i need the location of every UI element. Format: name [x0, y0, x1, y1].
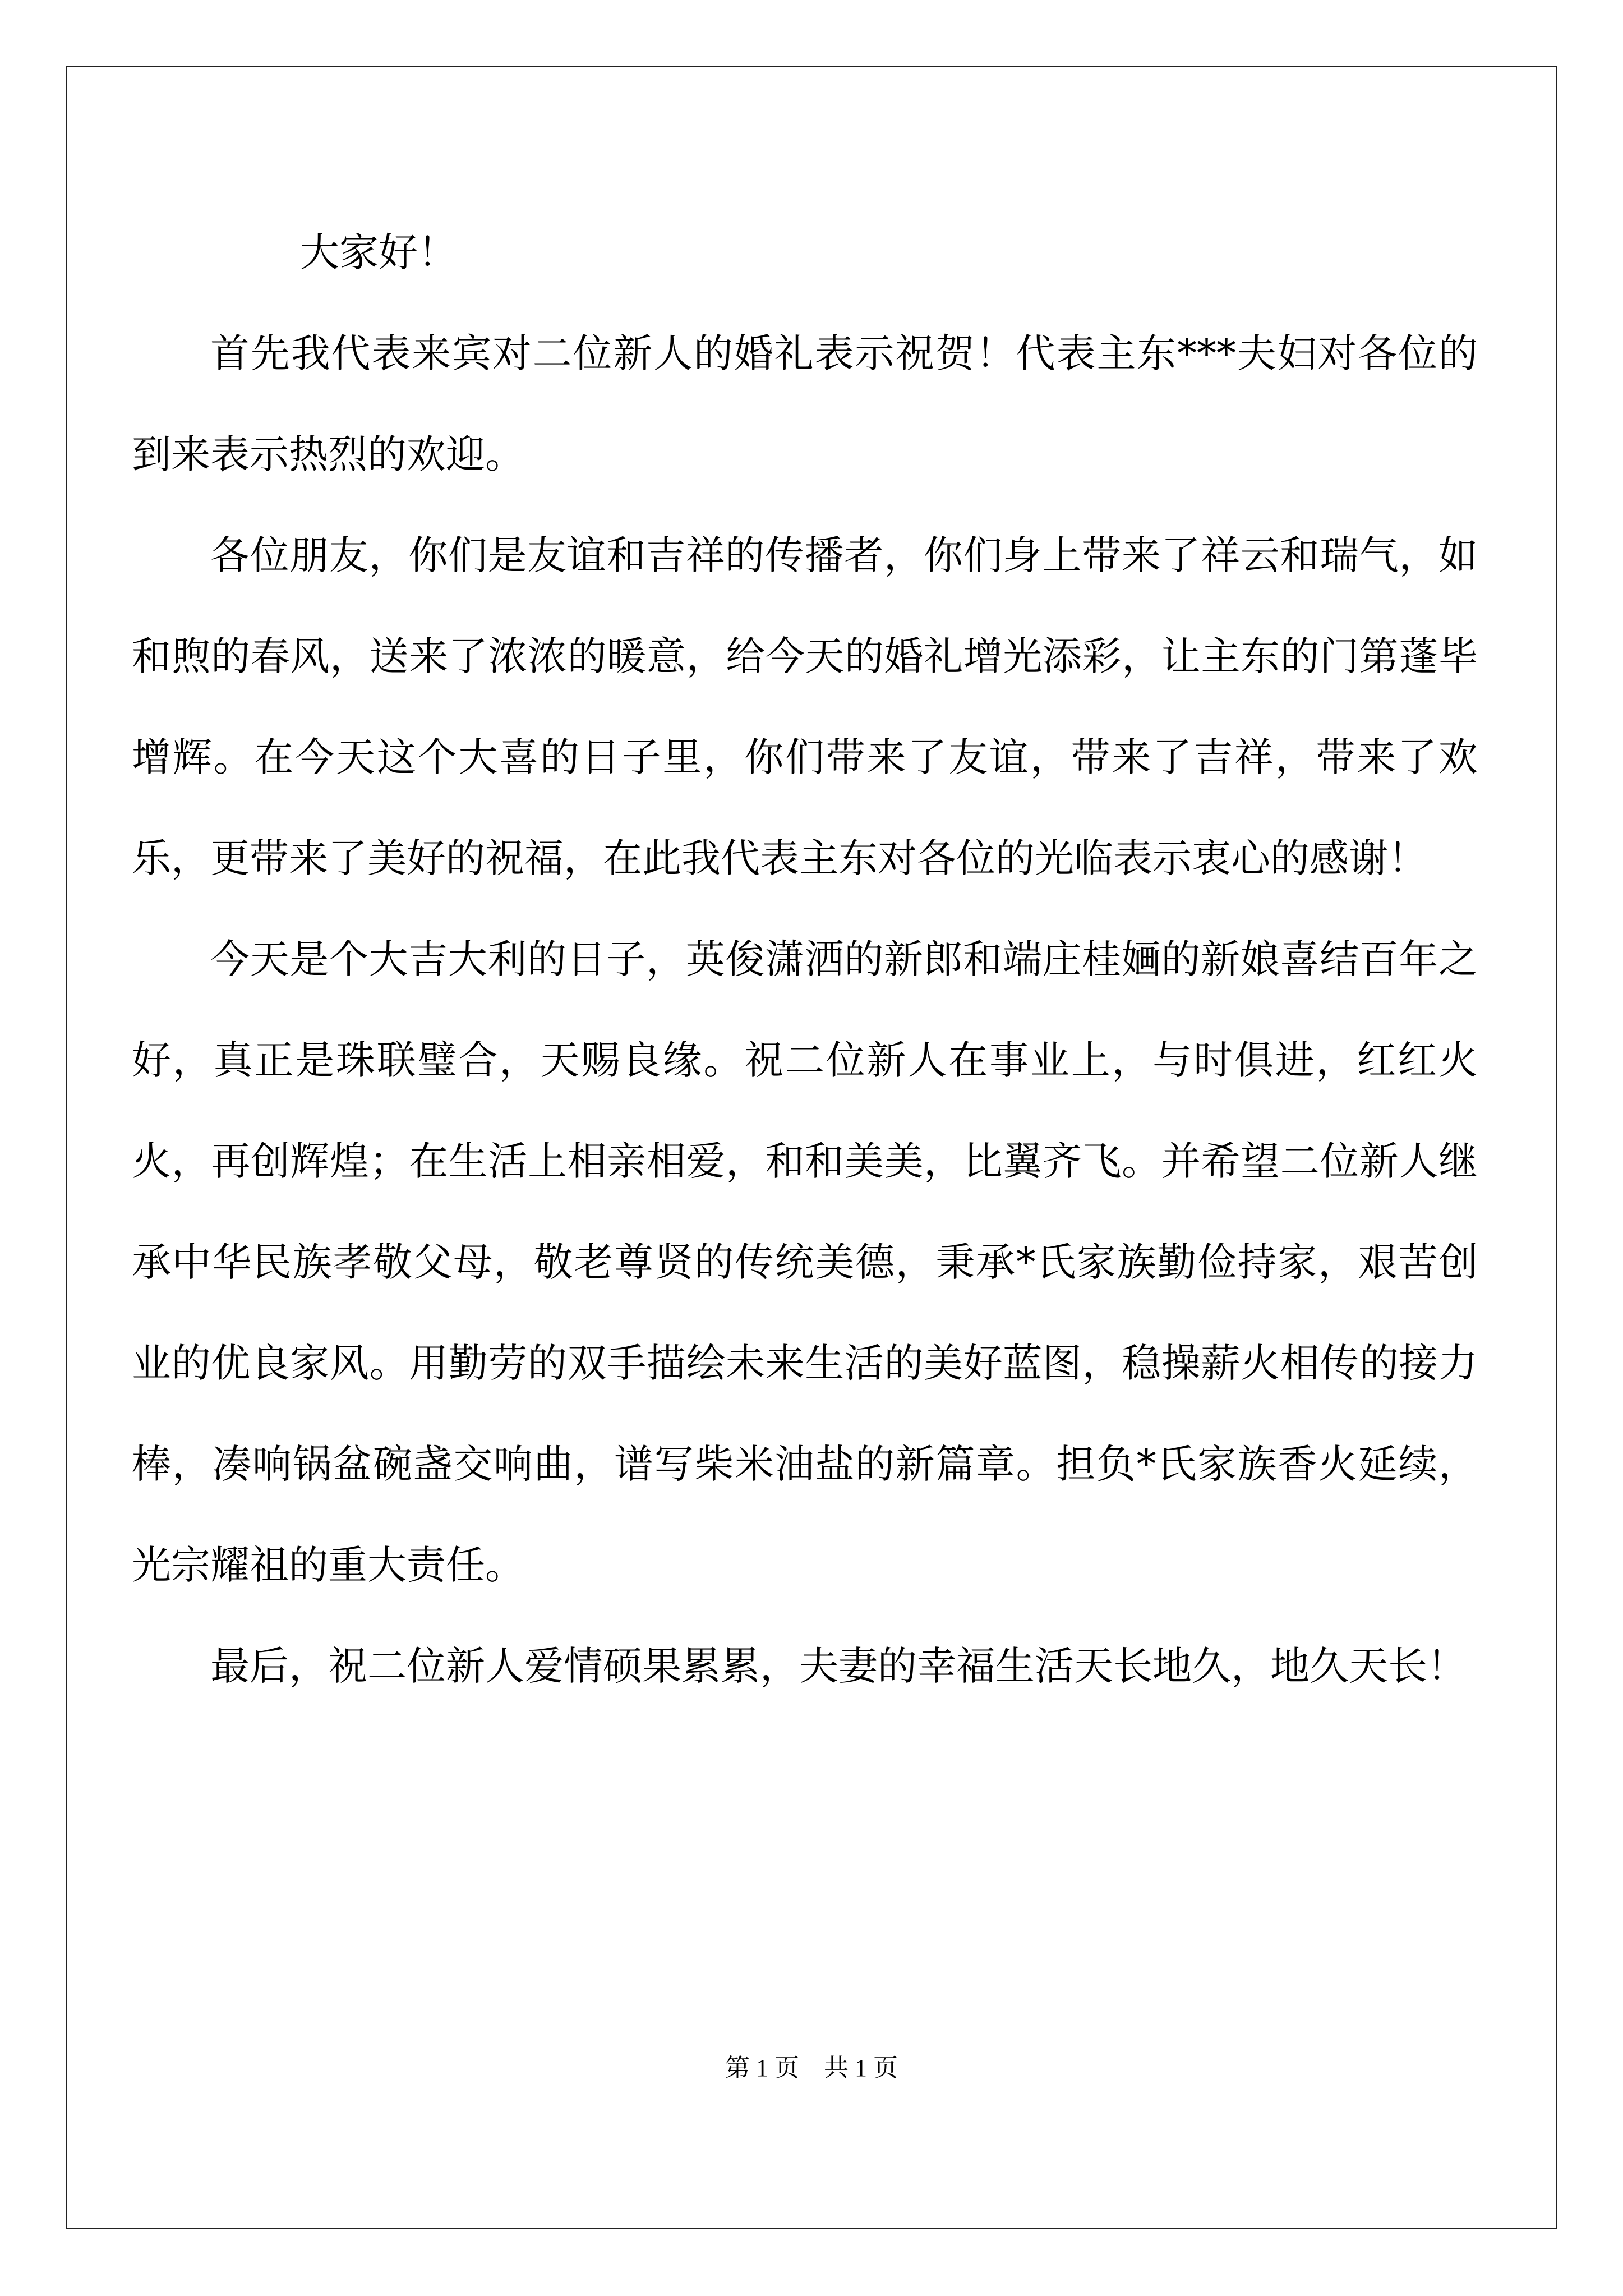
page-footer: [0, 2047, 1623, 2083]
document-body: [132, 202, 1478, 1717]
paragraph-3: 今天是个大吉大利的日子，英俊潇洒的新郎和端庄桂婳的新娘喜结百年之好，真正是珠联璧合，天赐良缘。祝二位新人在事业上，与时俱进，红红火火，再创辉煌；在生活上相亲相爱，和和美美，比翼齐飞。并希望二位新人继承中华民族孝敬父母，敬老尊贤的传统美德，秉承*氏家族勤俭持家，艰苦创业的优良家风。用勤劳的双手描绘未来生活的美好蓝图，稳操薪火相传的接力棒，凑响锅盆碗盏交响曲，谱写柴米油盐的新篇章。担负*氏家族香火延续，光宗耀祖的重大责任。: [132, 936, 1478, 1588]
paragraph-1: 首先我代表来宾对二位新人的婚礼表示祝贺！代表主东***夫妇对各位的到来表示热烈的欢迎。: [132, 330, 1478, 477]
page-number: 第 1 页: [725, 2054, 799, 2082]
page-total: 共 1 页: [824, 2054, 898, 2082]
greeting: 大家好！: [300, 229, 457, 275]
paragraph-2: 各位朋友，你们是友谊和吉祥的传播者，你们身上带来了祥云和瑞气，如和煦的春风，送来了浓浓的暖意，给今天的婚礼增光添彩，让主东的门第蓬毕增辉。在今天这个大喜的日子里，你们带来了友谊，带来了吉祥，带来了欢乐，更带来了美好的祝福，在此我代表主东对各位的光临表示衷心的感谢！: [132, 532, 1478, 881]
paragraph-4: 最后，祝二位新人爱情硕果累累，夫妻的幸福生活天长地久，地久天长！: [210, 1643, 1467, 1689]
